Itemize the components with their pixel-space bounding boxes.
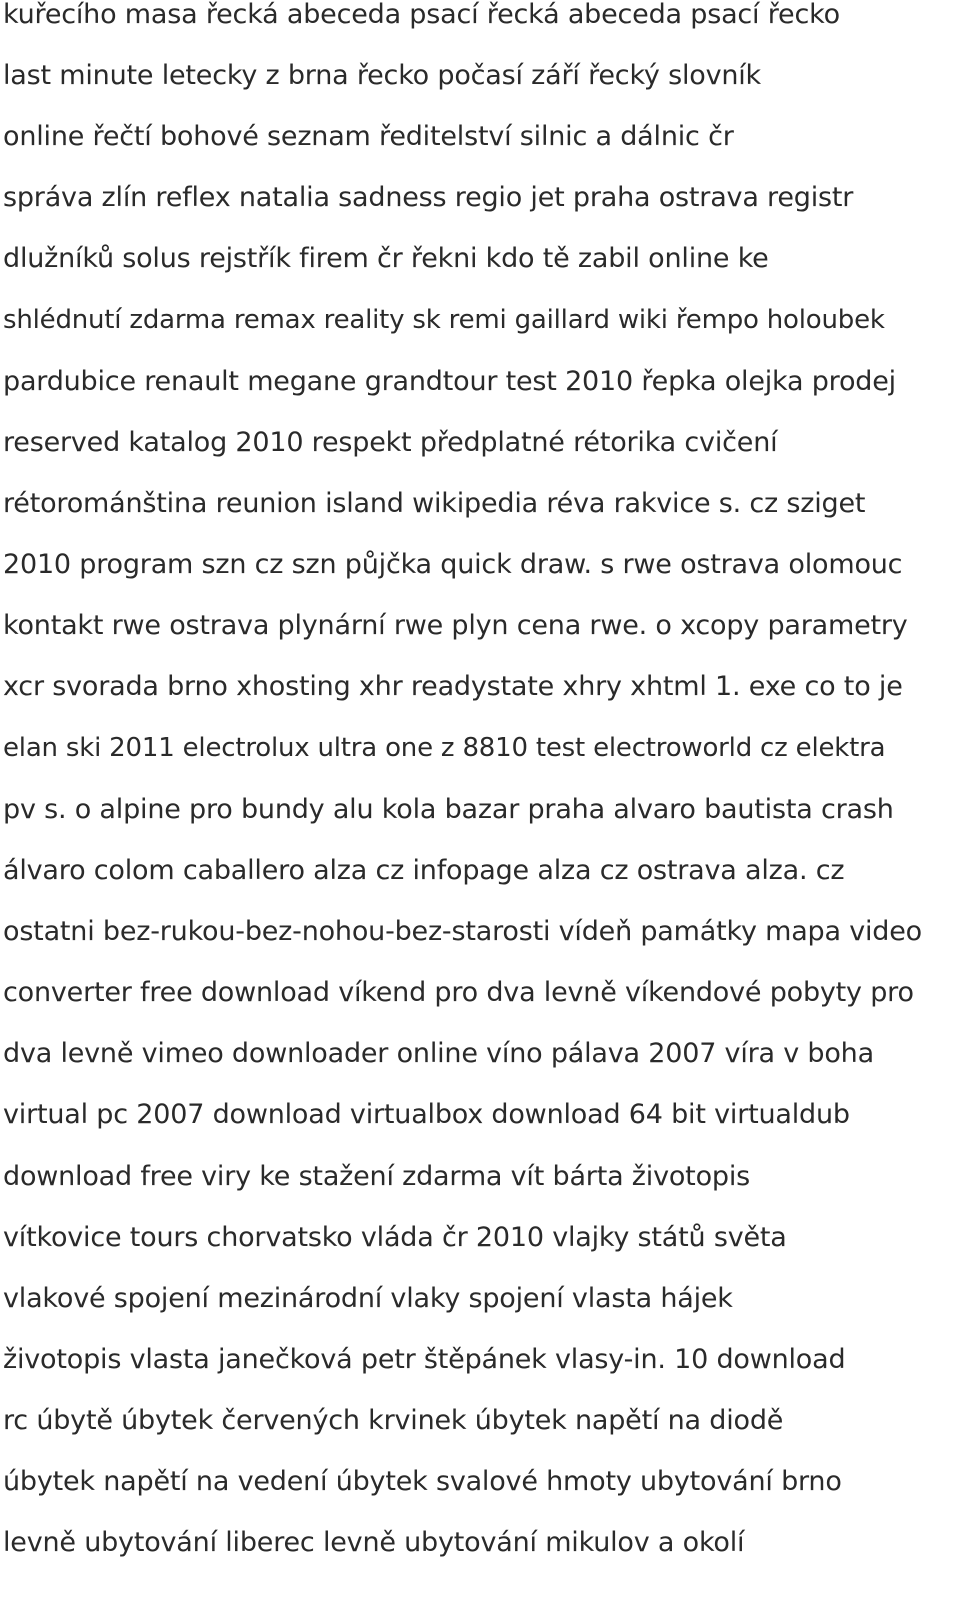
text-line: download free viry ke stažení zdarma vít bárta životopis — [3, 1161, 750, 1192]
text-line: xcr svorada brno xhosting xhr readystate xhry xhtml 1. exe co to je — [3, 671, 903, 702]
text-line: pardubice renault megane grandtour test 2010 řepka olejka prodej — [3, 366, 896, 397]
text-line: úbytek napětí na vedení úbytek svalové hmoty ubytování brno — [3, 1466, 842, 1497]
text-line: converter free download víkend pro dva levně víkendové pobyty pro — [3, 977, 914, 1008]
text-line: reserved katalog 2010 respekt předplatné rétorika cvičení — [3, 427, 778, 458]
text-line: životopis vlasta janečková petr štěpánek vlasy-in. 10 download — [3, 1344, 846, 1375]
text-line: rc úbytě úbytek červených krvinek úbytek napětí na diodě — [3, 1405, 784, 1436]
text-line: last minute letecky z brna řecko počasí září řecký slovník — [3, 60, 761, 91]
text-line: ostatni bez-rukou-bez-nohou-bez-starosti vídeň památky mapa video — [3, 916, 922, 947]
text-line: rétorománština reunion island wikipedia réva rakvice s. cz sziget — [3, 488, 866, 519]
text-line: elan ski 2011 electrolux ultra one z 8810 test electroworld cz elektra — [3, 733, 886, 763]
text-line: levně ubytování liberec levně ubytování mikulov a okolí — [3, 1527, 745, 1558]
text-line: virtual pc 2007 download virtualbox download 64 bit virtualdub — [3, 1099, 850, 1130]
text-line: online řečtí bohové seznam ředitelství silnic a dálnic čr — [3, 121, 734, 152]
text-line: správa zlín reflex natalia sadness regio jet praha ostrava registr — [3, 182, 854, 213]
text-line: 2010 program szn cz szn půjčka quick draw. s rwe ostrava olomouc — [3, 549, 903, 580]
text-line: dlužníků solus rejstřík firem čr řekni kdo tě zabil online ke — [3, 243, 769, 274]
text-line: vlakové spojení mezinárodní vlaky spojení vlasta hájek — [3, 1283, 733, 1314]
text-line: dva levně vimeo downloader online víno pálava 2007 víra v boha — [3, 1038, 874, 1069]
text-line: pv s. o alpine pro bundy alu kola bazar praha alvaro bautista crash — [3, 794, 894, 825]
text-line: kuřecího masa řecká abeceda psací řecká abeceda psací řecko — [3, 0, 840, 30]
text-line: vítkovice tours chorvatsko vláda čr 2010 vlajky států světa — [3, 1222, 787, 1253]
text-line: kontakt rwe ostrava plynární rwe plyn cena rwe. o xcopy parametry — [3, 610, 908, 641]
text-line: álvaro colom caballero alza cz infopage alza cz ostrava alza. cz — [3, 855, 845, 886]
text-line: shlédnutí zdarma remax reality sk remi gaillard wiki řempo holoubek — [3, 305, 885, 335]
